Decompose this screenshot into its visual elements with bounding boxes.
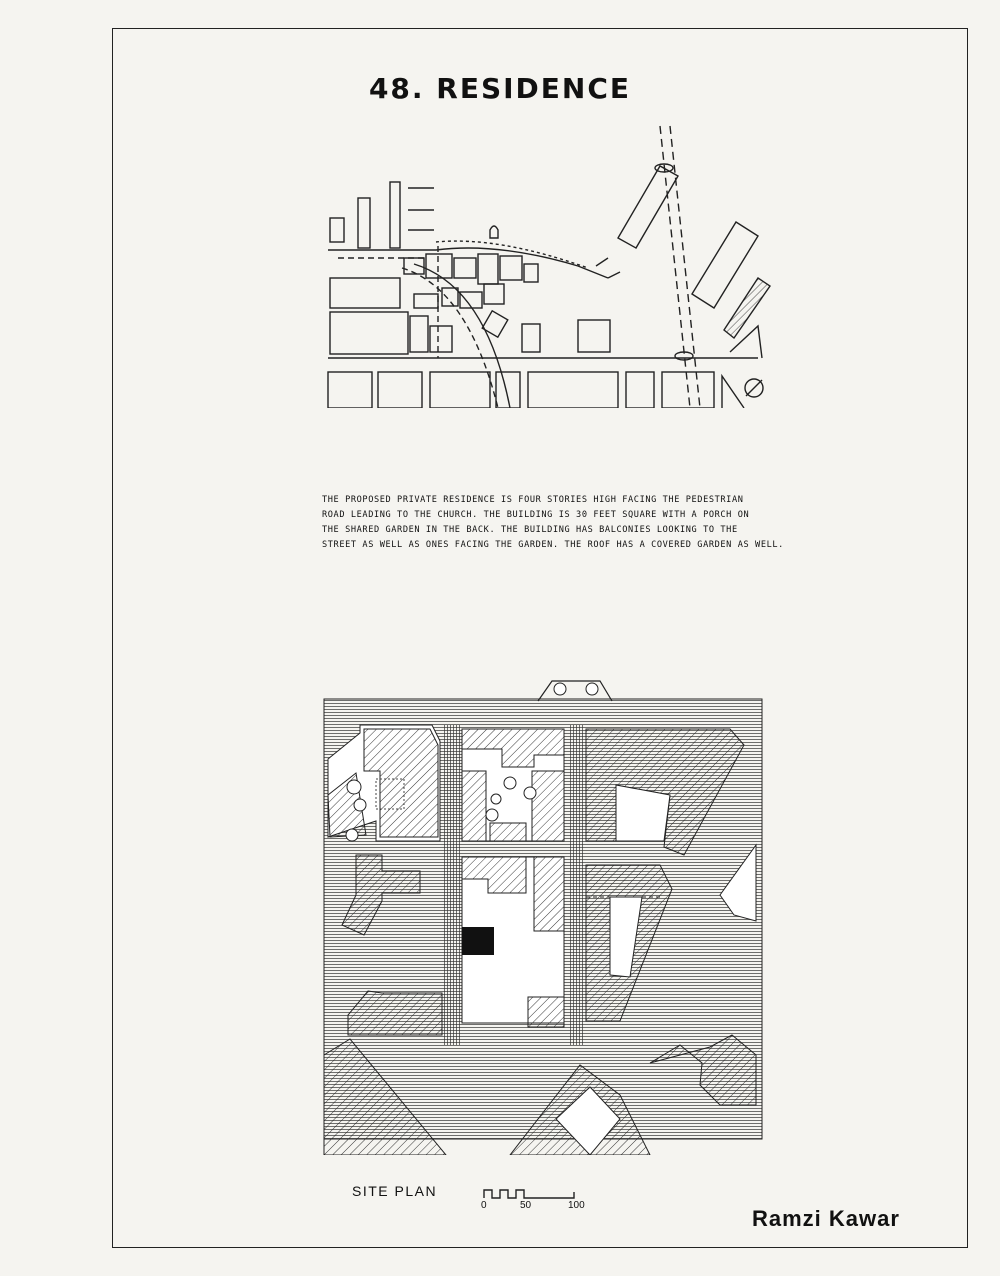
project-description: THE PROPOSED PRIVATE RESIDENCE IS FOUR STORIES HIGH FACING THE PEDESTRIAN ROAD LEADING TO THE CHURCH. THE BUILDING IS 30 FEET SQUARE WITH A PORCH ON THE SHARED GARDEN IN THE BACK. THE BUILDING HAS BALCONIES LOOKING TO THE STREET AS WELL AS ONES FACING THE GARDEN. THE ROOF HAS A COVERED GARDEN AS WELL. [322, 495, 784, 550]
author-name: Ramzi Kawar [752, 1206, 900, 1231]
location-plan-drawing [318, 118, 778, 408]
scale-tick-0: 0 [481, 1200, 487, 1211]
site-plan-label: SITE PLAN [352, 1183, 438, 1199]
page-title: 48. RESIDENCE [368, 72, 632, 105]
scale-tick-100: 100 [568, 1200, 585, 1211]
site-plan-drawing [320, 675, 766, 1155]
scale-tick-50: 50 [520, 1200, 532, 1211]
